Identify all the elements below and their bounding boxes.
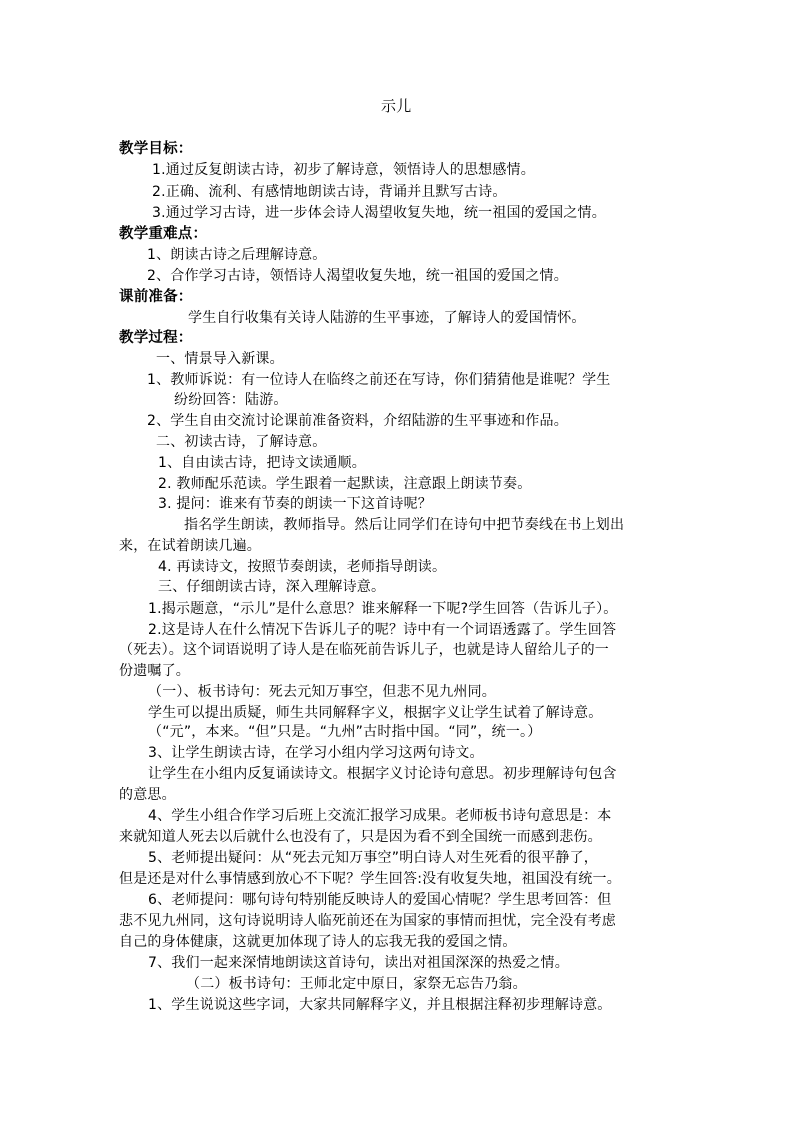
process-line: 3、让学生朗读古诗，在学习小组内学习这两句诗文。 [148, 745, 484, 761]
process-line: 2.这是诗人在什么情况下告诉儿子的呢？诗中有一个词语透露了。学生回答 [148, 622, 617, 638]
process-line: 三、仔细朗读古诗，深入理解诗意。 [158, 579, 386, 595]
heading-preparation: 课前准备： [119, 289, 193, 305]
process-line: 二、初读古诗，了解诗意。 [156, 434, 327, 450]
process-line: 1、教师诉说：有一位诗人在临终之前还在写诗，你们猜猜他是谁呢？学生 [147, 372, 611, 388]
process-line: 纷纷回答：陆游。 [174, 392, 288, 408]
process-line: 2. 教师配乐范读。学生跟着一起默读，注意跟上朗读节奏。 [158, 476, 532, 492]
goal-item: 3.通过学习古诗，进一步体会诗人渴望收复失地，统一祖国的爱国之情。 [152, 205, 606, 221]
process-line: （一）、板书诗句：死去元知万事空，但悲不见九州同。 [148, 684, 496, 700]
process-line: 7、我们一起来深情地朗读这首诗句，读出对祖国深深的热爱之情。 [148, 955, 569, 971]
heading-teaching-process: 教学过程： [119, 330, 193, 346]
process-line: 的意思。 [119, 787, 176, 803]
keypoint-item: 1、朗读古诗之后理解诗意。 [147, 247, 327, 263]
process-line: 6、老师提问：哪句诗句特别能反映诗人的爱国心情呢？学生思考回答：但 [148, 892, 612, 908]
process-line: 1.揭示题意，“示儿”是什么意思？谁来解释一下呢?学生回答（告诉儿子）。 [148, 601, 618, 617]
process-line: 4、学生小组合作学习后班上交流汇报学习成果。老师板书诗句意思是：本 [148, 808, 612, 824]
process-line: 但是还是对什么事情感到放心不下呢？学生回答:没有收复失地，祖国没有统一。 [119, 871, 621, 887]
process-line: 4. 再读诗文，按照节奏朗读，老师指导朗读。 [158, 559, 447, 575]
process-line: （二）板书诗句：王师北定中原日，家祭无忘告乃翁。 [186, 976, 527, 992]
process-line: 来就知道人死去以后就什么也没有了，只是因为看不到全国统一而感到悲伤。 [119, 829, 602, 845]
process-line: 1、学生说说这些字词，大家共同解释字义，并且根据注释初步理解诗意。 [148, 997, 612, 1013]
goal-item: 2.正确、流利、有感情地朗读古诗，背诵并且默写古诗。 [152, 184, 507, 200]
heading-teaching-goals: 教学目标： [119, 141, 193, 157]
document-title: 示儿 [381, 97, 412, 115]
process-line: 指名学生朗读，教师指导。然后让同学们在诗句中把节奏线在书上划出 [184, 517, 625, 533]
process-line: 1、自由读古诗，把诗文读通顺。 [158, 455, 366, 471]
process-line: 份遗嘱了。 [119, 663, 190, 679]
process-line: 学生可以提出质疑，师生共同解释字义，根据字义让学生试着了解诗意。 [148, 705, 603, 721]
keypoint-item: 2、合作学习古诗，领悟诗人渴望收复失地，统一祖国的爱国之情。 [147, 268, 568, 284]
process-line: 3. 提问：谁来有节奏的朗读一下这首诗呢？ [158, 496, 433, 512]
process-line: 一、情景导入新课。 [156, 351, 284, 367]
process-line: 5、老师提出疑问：从“死去元知万事空”明白诗人对生死看的很平静了， [148, 850, 599, 866]
preparation-text: 学生自行收集有关诗人陆游的生平事迹，了解诗人的爱国情怀。 [188, 310, 586, 326]
process-line: （“元”，本来。“但”只是。“九州”古时指中国。“同”，统一。） [148, 724, 542, 740]
process-line: （死去）。这个词语说明了诗人是在临死前告诉儿子，也就是诗人留给儿子的一 [119, 642, 609, 658]
process-line: 自己的身体健康，这就更加体现了诗人的忘我无我的爱国之情。 [119, 934, 517, 950]
heading-key-points: 教学重难点： [119, 226, 208, 242]
process-line: 来，在试着朗读几遍。 [119, 538, 261, 554]
process-line: 让学生在小组内反复诵读诗文。根据字义讨论诗句意思。初步理解诗句包含 [148, 766, 617, 782]
process-line: 2、学生自由交流讨论课前准备资料，介绍陆游的生平事迹和作品。 [147, 413, 568, 429]
process-line: 悲不见九州同，这句诗说明诗人临死前还在为国家的事情而担忧，完全没有考虑 [119, 913, 616, 929]
goal-item: 1.通过反复朗读古诗，初步了解诗意，领悟诗人的思想感情。 [152, 162, 535, 178]
